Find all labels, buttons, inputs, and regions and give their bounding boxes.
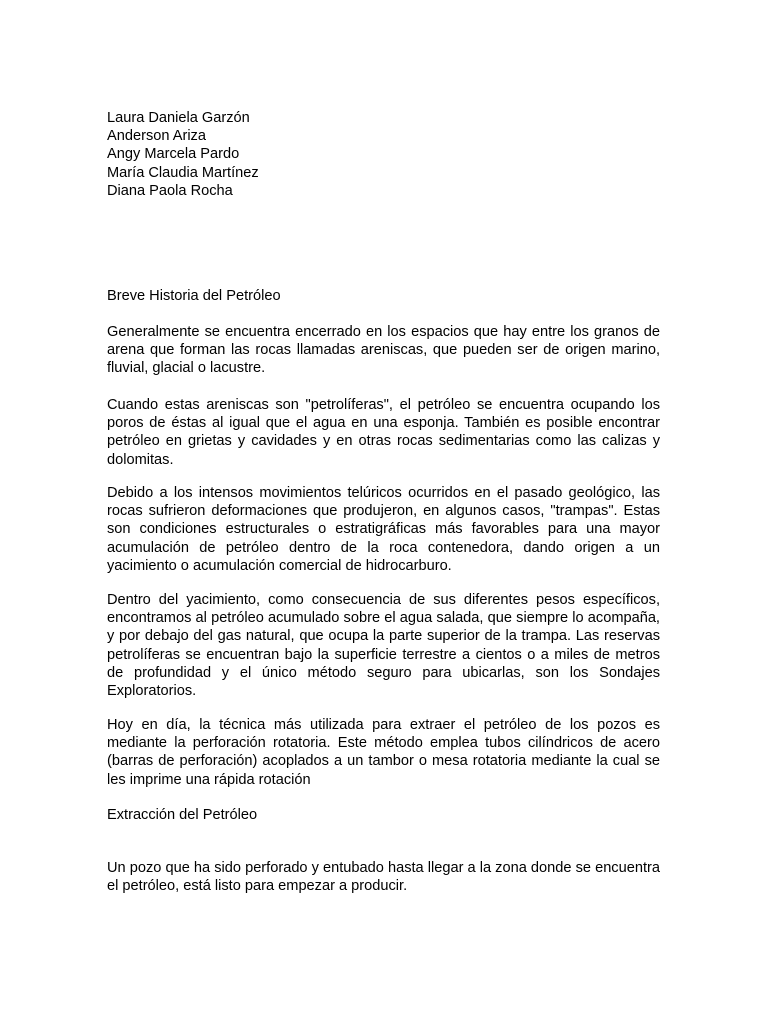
section-heading-extraction: Extracción del Petróleo <box>107 807 258 823</box>
paragraph <box>107 716 660 789</box>
paragraph <box>107 859 660 895</box>
author-name: Anderson Ariza <box>107 128 206 145</box>
paragraph-text: Debido a los intensos movimientos telúricos ocurridos en el pasado geológico, las rocas sufrieron deformaciones que produjeron, en algunos casos, "trampas". Estas son condiciones estructurales o estratigráficas más favorables para una mayor acumulación de petróleo dentro de la roca contenedora, dando origen a un yacimiento o acumulación comercial de hidrocarburo. <box>107 485 660 574</box>
paragraph-text: Generalmente se encuentra encerrado en los espacios que hay entre los granos de arena que forman las rocas llamadas areniscas, que pueden ser de origen marino, fluvial, glacial o lacustre. <box>107 324 660 377</box>
paragraph <box>107 323 660 378</box>
section-heading-history: Breve Historia del Petróleo <box>107 288 281 304</box>
paragraph-text: Un pozo que ha sido perforado y entubado hasta llegar a la zona donde se encuentra el petróleo, está listo para empezar a producir. <box>107 860 660 895</box>
paragraph <box>107 484 660 575</box>
author-name: María Claudia Martínez <box>107 164 259 181</box>
paragraph-text: Cuando estas areniscas son "petrolíferas", el petróleo se encuentra ocupando los poros de éstas al igual que el agua en una esponja. También es posible encontrar petróleo en grietas y cavidades y en otras rocas sedimentarias como las calizas y dolomitas. <box>107 397 660 468</box>
paragraph <box>107 591 660 700</box>
paragraph-text: Hoy en día, la técnica más utilizada para extraer el petróleo de los pozos es mediante la perforación rotatoria. Este método emplea tubos cilíndricos de acero (barras de perforación) acoplados a un tambor o mesa rotatoria mediante la cual se les imprime una rápida rotación <box>107 717 660 788</box>
paragraph <box>107 396 660 469</box>
author-name: Angy Marcela Pardo <box>107 146 240 163</box>
author-name: Laura Daniela Garzón <box>107 110 250 126</box>
paragraph-text: Dentro del yacimiento, como consecuencia de sus diferentes pesos específicos, encontramos al petróleo acumulado sobre el agua salada, que siempre lo acompaña, y por debajo del gas natural, que ocupa la parte superior de la trampa. Las reservas petrolíferas se encuentran bajo la superficie terrestre a cientos o a miles de metros de profundidad y el único método seguro para ubicarlas, son los Sondajes Exploratorios. <box>107 592 660 700</box>
author-list <box>107 109 667 200</box>
author-name: Diana Paola Rocha <box>107 182 233 199</box>
